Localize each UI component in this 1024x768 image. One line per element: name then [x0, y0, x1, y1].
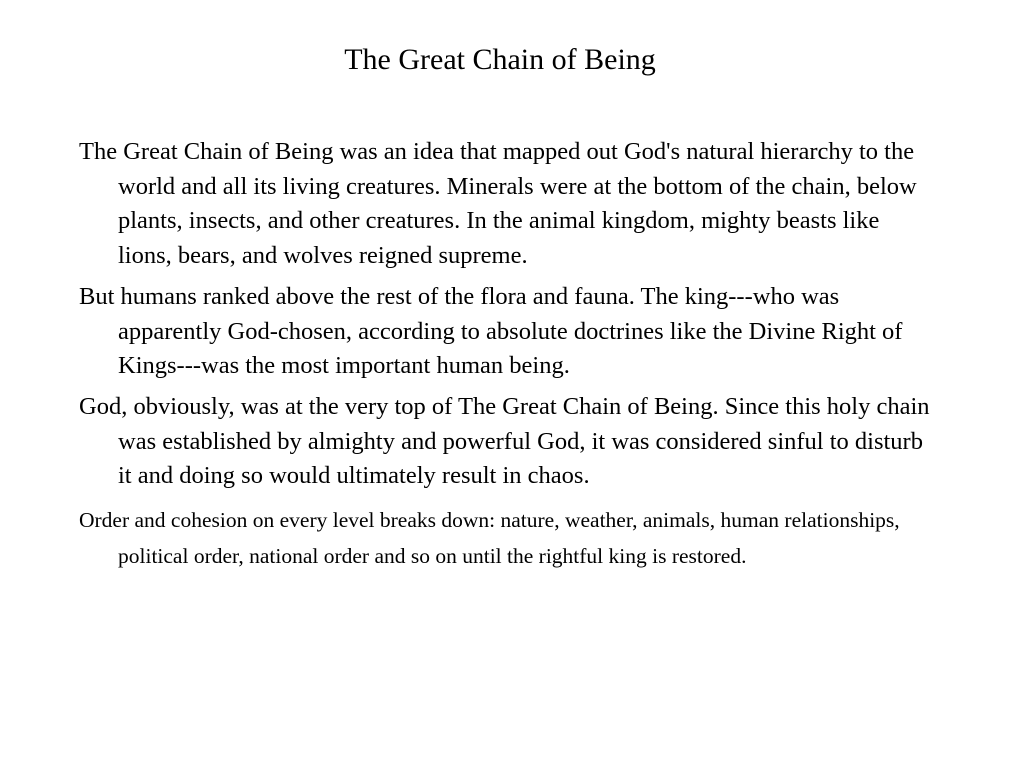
paragraph-humans-king: But humans ranked above the rest of the flora and fauna. The king---who was apparently God-chosen, according to absolute doctrines like the Divine Right of Kings---was the most important human being. [79, 282, 903, 380]
paragraph-god-top: God, obviously, was at the very top of The Great Chain of Being. Since this holy chain was established by almighty and powerful God, it was considered sinful to disturb it and doing so would ultimately result in chaos. [79, 392, 930, 490]
paragraph-chain-overview: The Great Chain of Being was an idea that mapped out God's natural hierarchy to the world and all its living creatures. Minerals were at the bottom of the chain, below plants, insects, and other creatures. In the animal kingdom, mighty beasts like lions, bears, and wolves reigned supreme. [79, 138, 917, 270]
slide-body [79, 135, 939, 580]
slide-title: The Great Chain of Being [344, 43, 656, 76]
paragraph-order-breakdown: Order and cohesion on every level breaks down: nature, weather, animals, human relationships, political order, national order and so on until the rightful king is restored. [79, 508, 900, 569]
